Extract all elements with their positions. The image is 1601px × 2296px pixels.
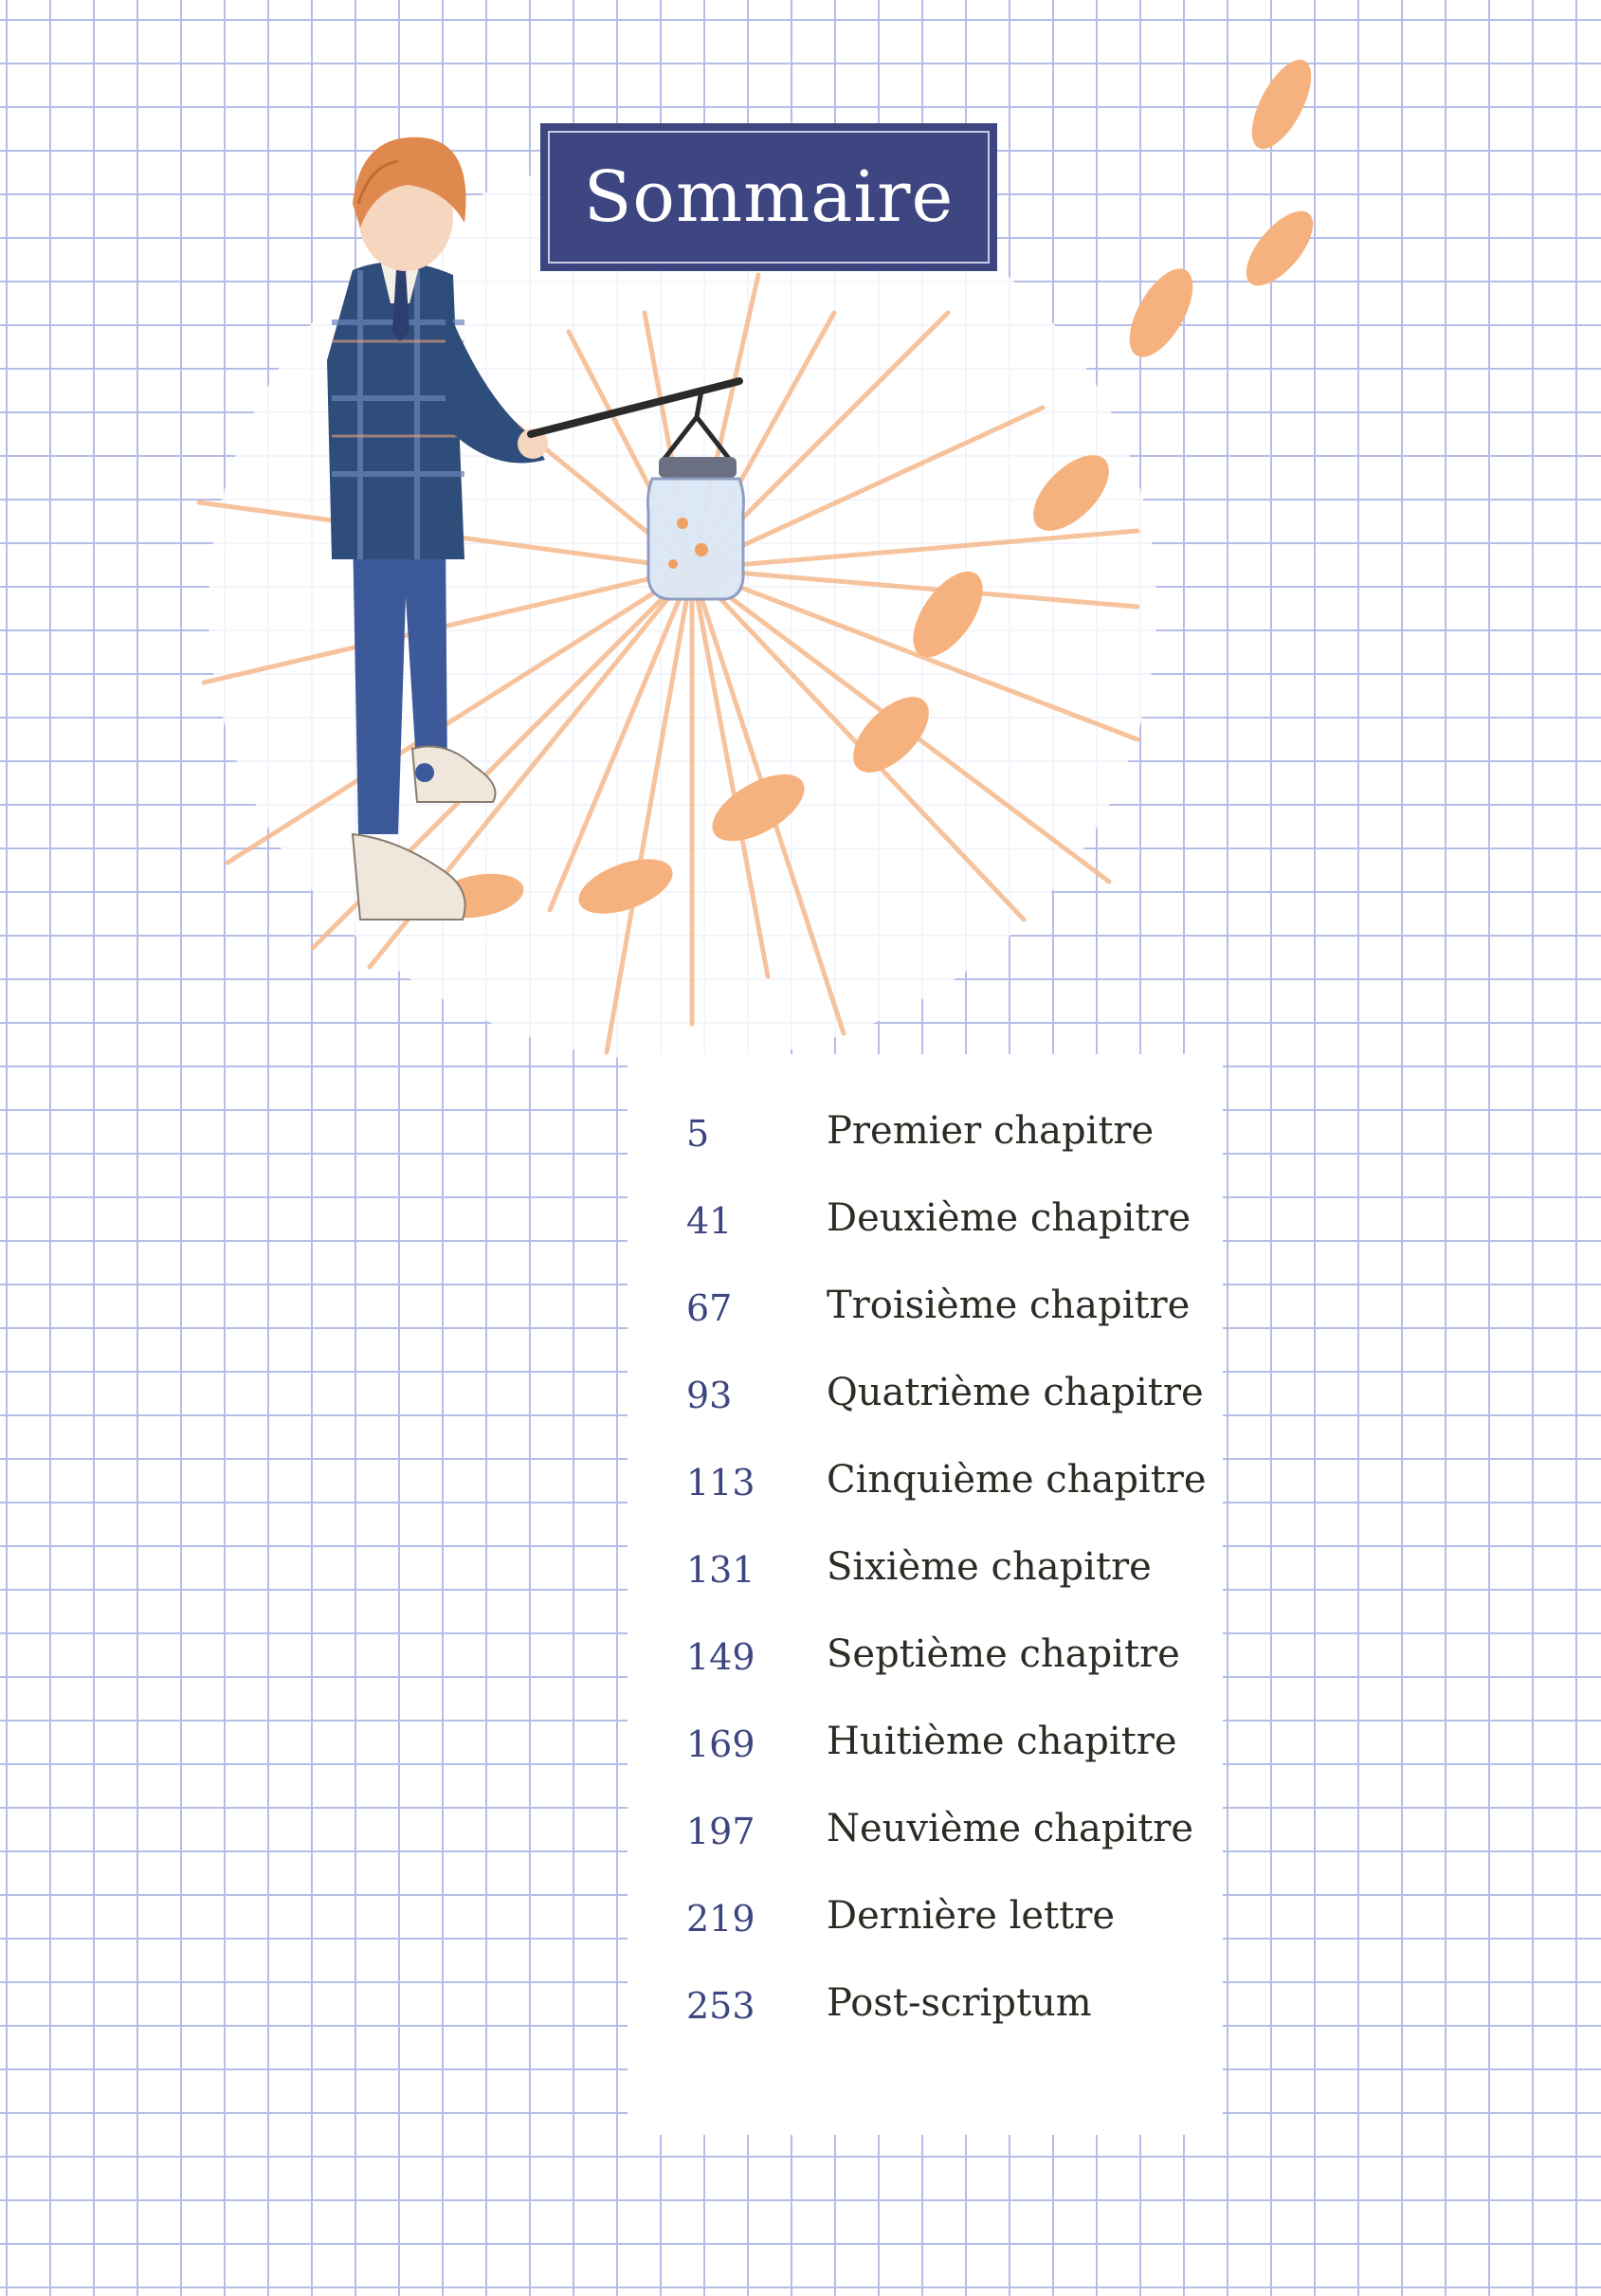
toc-chapter-title: Troisième chapitre [827,1284,1191,1327]
page-title: Sommaire [583,156,955,238]
toc-page-number: 219 [686,1898,755,1940]
toc-page-number: 169 [686,1723,755,1765]
toc-page-number: 41 [686,1200,733,1242]
toc-entry[interactable] [628,1974,1223,2061]
toc-entry[interactable] [628,1189,1223,1276]
toc-entry[interactable] [628,1625,1223,1712]
footprint-icon [1234,200,1324,297]
toc-list [628,1102,1223,2061]
toc-chapter-title: Quatrième chapitre [827,1371,1204,1414]
toc-chapter-title: Premier chapitre [827,1109,1155,1153]
footprint-icon [1117,259,1206,367]
toc-chapter-title: Dernière lettre [827,1894,1116,1938]
toc-page-number: 67 [686,1287,733,1329]
toc-entry[interactable] [628,1886,1223,1974]
toc-chapter-title: Huitième chapitre [827,1720,1177,1763]
toc-entry[interactable] [628,1712,1223,1799]
toc-entry[interactable] [628,1102,1223,1189]
toc-chapter-title: Cinquième chapitre [827,1458,1207,1502]
toc-chapter-title: Deuxième chapitre [827,1196,1192,1240]
toc-entry[interactable] [628,1450,1223,1538]
toc-chapter-title: Neuvième chapitre [827,1807,1194,1850]
toc-page-number: 131 [686,1549,755,1591]
toc-page-number: 149 [686,1636,755,1678]
toc-chapter-title: Septième chapitre [827,1632,1180,1676]
toc-chapter-title: Post-scriptum [827,1981,1092,2025]
toc-page-number: 93 [686,1375,733,1416]
toc-entry[interactable] [628,1363,1223,1450]
toc-entry[interactable] [628,1538,1223,1625]
title-frame [548,131,990,264]
toc-page-number: 113 [686,1462,755,1503]
toc-entry[interactable] [628,1276,1223,1363]
toc-entry[interactable] [628,1799,1223,1886]
footprint-icon [1240,51,1323,157]
toc-page-number: 5 [686,1113,710,1155]
toc-chapter-title: Sixième chapitre [827,1545,1152,1589]
toc-page-number: 197 [686,1811,755,1852]
title-box [540,123,997,271]
table-of-contents [628,1054,1223,2135]
toc-page-number: 253 [686,1985,755,2027]
